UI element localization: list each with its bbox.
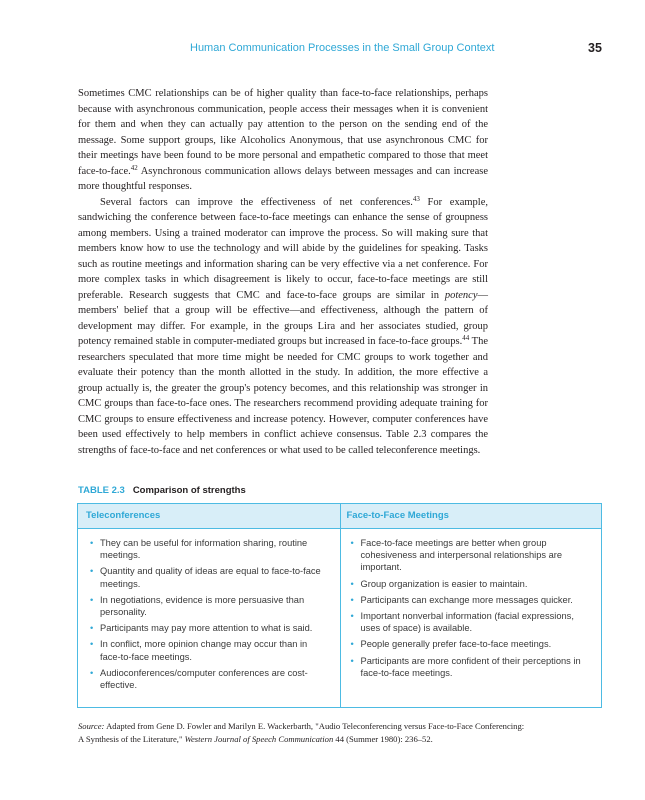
potency-term: potency	[444, 289, 478, 301]
source-text-a: Adapted from Gene D. Fowler and Marilyn E. Wackerbarth, "Audio Teleconferencing versus Face-to-Face Conferencing:	[104, 721, 525, 731]
page-header	[0, 42, 645, 58]
face-to-face-list	[347, 537, 594, 679]
list-item: • Participants can exchange more messages quicker.	[347, 594, 594, 606]
p2-text-d: The researchers speculated that more time might be needed for CMC groups to work together and evaluate their potency than the month allotted in the study. In addition, the more effective a group actually is, the greater the group's potency becomes, and this relationship was stronger in CMC groups than face-to-face ones. The researchers recommend providing adequate training for CMC groups to ensure effectiveness and increase potency. However, computer conferences have been used effectively to help members in conflict achieve consensus. Table 2.3 compares the strengths of face-to-face and net conferences or what used to be called teleconference meetings.	[78, 336, 489, 456]
list-item: • In negotiations, evidence is more persuasive than personality.	[86, 594, 330, 618]
journal-title: Western Journal of Speech Communication	[184, 733, 334, 744]
footnote-ref-43: 43	[412, 194, 420, 203]
paragraph-2	[78, 195, 488, 459]
list-item: • They can be useful for information sharing, routine meetings.	[86, 537, 330, 561]
footnote-ref-44: 44	[462, 334, 470, 342]
p2-text-b: For example, sandwiching the conference between face-to-face meetings can enhance the sense of groupness among members. Using a trained moderator can improve the process. So will making sure that members know how to use the technology and will abide by the guidelines for speaking. Tasks such as routine meetings and information sharing can be very effective via a net conference. For more complex tasks in which disagreement is likely to occur, face-to-face meetings are still preferable. Research suggests that CMC and face-to-face groups are similar in	[78, 196, 489, 301]
list-item: • Participants are more confident of their perceptions in face-to-face meetings.	[347, 655, 594, 679]
header-teleconferences: Teleconferences	[86, 510, 161, 521]
source-line-2	[78, 733, 608, 746]
source-line-1	[78, 720, 608, 733]
table-title: Comparison of strengths	[132, 485, 246, 496]
source-text-c: 44 (Summer 1980): 236–52.	[333, 733, 433, 744]
comparison-table	[77, 503, 602, 708]
list-item: • Group organization is easier to maintain.	[347, 578, 594, 590]
list-item: • Quantity and quality of ideas are equal to face-to-face meetings.	[86, 565, 330, 589]
list-item: • In conflict, more opinion change may occur than in face-to-face meetings.	[86, 638, 330, 662]
table-caption	[78, 485, 246, 496]
table-header-row	[78, 504, 601, 529]
teleconferences-column	[78, 529, 340, 708]
body-text	[78, 86, 488, 458]
face-to-face-column	[340, 529, 602, 708]
list-item: • Face-to-face meetings are better when group cohesiveness and interpersonal relationships are important.	[347, 537, 594, 574]
header-face-to-face: Face-to-Face Meetings	[340, 504, 602, 528]
page-number: 35	[588, 41, 602, 55]
list-item: • Participants may pay more attention to what is said.	[86, 622, 330, 634]
p1-text-a: Sometimes CMC relationships can be of higher quality than face-to-face relationships, perhaps because with asynchronous communication, people access their messages when it is convenient for them and when they can actually pay attention to the person on the sending end of the message. Some support groups, like Alcoholics Anonymous, that use asynchronous CMC for their meetings have been found to be more personal and empathetic compared to those that meet face-to-face.	[78, 88, 488, 177]
list-item: • People generally prefer face-to-face meetings.	[347, 638, 594, 650]
table-number: TABLE 2.3	[78, 485, 125, 496]
paragraph-1	[78, 86, 488, 195]
footnote-ref-42: 42	[130, 163, 138, 172]
table-body	[78, 529, 601, 708]
p1-text-b: Asynchronous communication allows delays between messages and can increase more thoughtful responses.	[78, 165, 488, 192]
source-label: Source:	[78, 721, 105, 731]
teleconferences-list	[86, 537, 330, 691]
p2-text-a: Several factors can improve the effectiveness of net conferences.	[100, 196, 413, 208]
list-item: • Audioconferences/computer conferences are cost-effective.	[86, 667, 330, 691]
table-source-note	[78, 720, 608, 745]
source-text-b: A Synthesis of the Literature,"	[78, 733, 185, 744]
p2-text-c: —members' belief that a group will be effective—and effectiveness, although the pattern of development may differ. For example, in the groups Lira and her associates studied, group potency remained stable in computer-mediated groups but increased in face-to-face groups.	[78, 289, 488, 347]
running-head: Human Communication Processes in the Small Group Context	[190, 42, 495, 54]
list-item: • Important nonverbal information (facial expressions, uses of space) is available.	[347, 610, 594, 634]
